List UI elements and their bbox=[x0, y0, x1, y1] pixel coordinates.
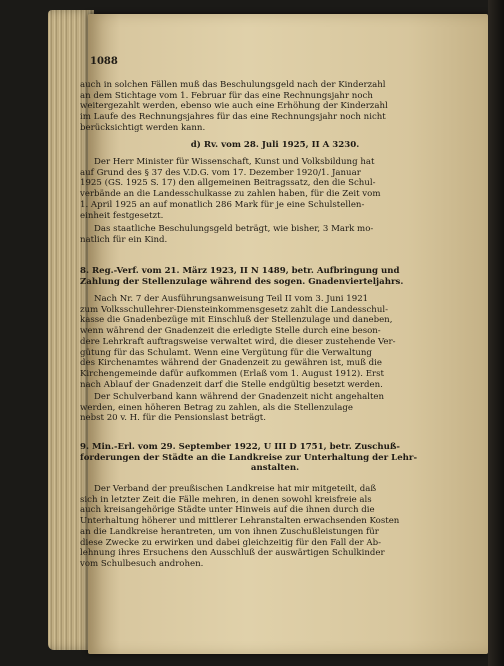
text-line: auch kreisangehörige Städte unter Hinweis auf die ihnen durch die bbox=[80, 505, 375, 516]
text-line: sich in letzter Zeit die Fälle mehren, in denen sowohl kreisfreie als bbox=[80, 494, 372, 505]
text-line: Unterhaltung höherer und mittlerer Lehranstalten erwachsenden Kosten bbox=[80, 516, 400, 527]
paragraph-allowance bbox=[80, 294, 470, 390]
text-line: Der Verband der preußischen Landkreise hat mir mitgeteilt, daß bbox=[94, 484, 377, 494]
text-line: Nach Nr. 7 der Ausführungsanweisung Teil II vom 3. Juni 1921 bbox=[94, 294, 369, 304]
text-line: zum Volksschullehrer-Diensteinkommensgesetz zahlt die Landesschul- bbox=[80, 304, 389, 315]
paragraph-continued bbox=[80, 80, 470, 134]
text-line: gütung für das Schulamt. Wenn eine Vergütung für die Verwaltung bbox=[80, 347, 372, 358]
text-line: weitergezahlt werden, ebenso wie auch eine Erhöhung der Kinderzahl bbox=[80, 101, 388, 112]
section-heading-9 bbox=[80, 442, 470, 474]
paragraph-decree bbox=[80, 157, 470, 221]
section-heading-d: d) Rv. vom 28. Juli 1925, II A 3230. bbox=[190, 140, 360, 150]
text-line: Der Herr Minister für Wissenschaft, Kunst und Volksbildung hat bbox=[94, 157, 375, 167]
text-line: des Kirchenamtes während der Gnadenzeit zu gewähren ist, muß die bbox=[80, 358, 382, 369]
heading-line: anstalten. bbox=[250, 463, 300, 474]
text-line: wenn während der Gnadenzeit die erledigte Stelle durch eine beson- bbox=[80, 326, 381, 337]
heading-line: Zahlung der Stellenzulage während des sogen. Gnadenvierteljahrs. bbox=[80, 276, 404, 287]
text-line: im Laufe des Rechnungsjahres für das eine Rechnungsjahr noch nicht bbox=[80, 112, 386, 123]
text-line: einheit festgesetzt. bbox=[80, 210, 164, 221]
text-line: vom Schulbesuch androhen. bbox=[80, 558, 204, 569]
text-line: Das staatliche Beschulungsgeld beträgt, wie bisher, 3 Mark mo- bbox=[94, 224, 374, 234]
text-line: 1. April 1925 an auf monatlich 286 Mark für je eine Schulstellen- bbox=[80, 199, 365, 210]
text-line: natlich für ein Kind. bbox=[80, 234, 168, 245]
text-line: auch in solchen Fällen muß das Beschulungsgeld nach der Kinderzahl bbox=[80, 80, 386, 90]
text-line: 1925 (GS. 1925 S. 17) den allgemeinen Beitragssatz, den die Schul- bbox=[80, 178, 376, 189]
heading-line: 9. Min.-Erl. vom 29. September 1922, U III D 1751, betr. Zuschuß- bbox=[80, 442, 400, 452]
text-line: an die Landkreise herantreten, um von ihnen Zuschußleistungen für bbox=[80, 526, 379, 537]
text-line: Kirchengemeinde dafür aufkommen (Erlaß vom 1. August 1912). Erst bbox=[80, 368, 384, 379]
text-line: werden, einen höheren Betrag zu zahlen, als die Stellenzulage bbox=[80, 402, 353, 413]
page-number: 1088 bbox=[90, 56, 118, 67]
text-line: nebst 20 v. H. für die Pensionslast beträgt. bbox=[80, 413, 266, 424]
text-line: auf Grund des § 37 des V.D.G. vom 17. Dezember 1920/1. Januar bbox=[80, 167, 361, 178]
paragraph-schoolboard bbox=[80, 392, 470, 424]
text-line: berücksichtigt werden kann. bbox=[80, 122, 206, 133]
section-heading-8 bbox=[80, 266, 470, 287]
text-line: dere Lehrkraft auftragsweise verwaltet wird, die dieser zustehende Ver- bbox=[80, 336, 396, 347]
heading-line: 8. Reg.-Verf. vom 21. März 1923, II N 1489, betr. Aufbringung und bbox=[80, 266, 400, 276]
text-line: Der Schulverband kann während der Gnadenzeit nicht angehalten bbox=[94, 392, 385, 402]
text-line: nach Ablauf der Gnadenzeit darf die Stelle endgültig besetzt werden. bbox=[80, 379, 383, 390]
text-line: verbände an die Landesschulkasse zu zahlen haben, für die Zeit vom bbox=[80, 189, 381, 200]
paragraph-association bbox=[80, 484, 470, 570]
text-line: an dem Stichtage vom 1. Februar für das eine Rechnungsjahr noch bbox=[80, 90, 373, 101]
background-shadow bbox=[488, 0, 504, 666]
text-line: diese Zwecke zu erwirken und dabei gleichzeitig für den Fall der Ab- bbox=[80, 537, 381, 548]
text-line: lehnung ihres Ersuchens den Ausschluß der auswärtigen Schulkinder bbox=[80, 548, 385, 559]
text-line: kasse die Gnadenbezüge mit Einschluß der Stellenzulage und daneben, bbox=[80, 315, 393, 326]
paragraph-fee bbox=[80, 224, 470, 245]
heading-line: forderungen der Städte an die Landkreise zur Unterhaltung der Lehr- bbox=[80, 452, 418, 463]
